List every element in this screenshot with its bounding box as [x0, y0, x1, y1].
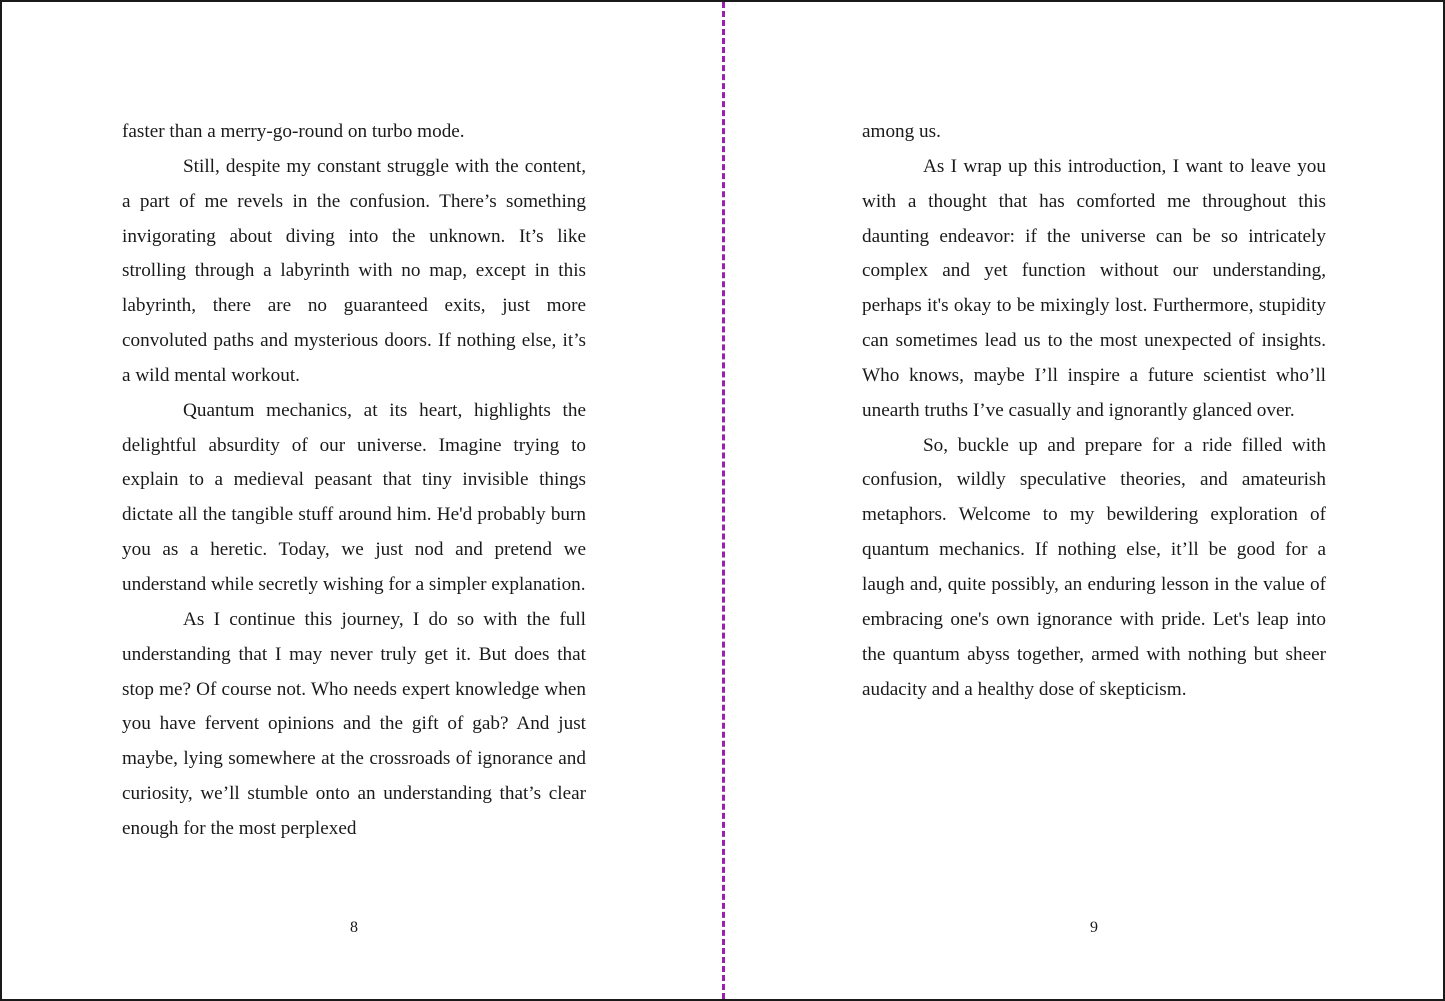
right-page-text: [862, 115, 1326, 707]
paragraph: Still, despite my constant struggle with the content, a part of me revels in the confusion. There’s something invigorating about diving into the unknown. It’s like strolling through a labyrinth with no map, except in this labyrinth, there are no guaranteed exits, just more convoluted paths and mysterious doors. If nothing else, it’s a wild mental workout.: [122, 155, 586, 386]
right-page: [724, 2, 1445, 999]
page-number-right: 9: [1090, 919, 1098, 936]
paragraph: Quantum mechanics, at its heart, highlights the delightful absurdity of our universe. Imagine trying to explain to a medieval peasant that tiny invisible things dictate all the tangible stuff around him. He'd probably burn you as a heretic. Today, we just nod and pretend we understand while secretly wishing for a simpler explanation.: [122, 399, 586, 595]
page-number-left: 8: [350, 919, 358, 936]
paragraph: faster than a merry-go-round on turbo mode.: [122, 121, 465, 142]
paragraph: So, buckle up and prepare for a ride filled with confusion, wildly speculative theories, and amateurish metaphors. Welcome to my bewildering exploration of quantum mechanics. If nothing else, it’ll be good for a laugh and, quite possibly, an enduring lesson in the value of embracing one's own ignorance with pride. Let's leap into the quantum abyss together, armed with nothing but sheer audacity and a healthy dose of skepticism.: [862, 434, 1326, 700]
paragraph: As I wrap up this introduction, I want to leave you with a thought that has comforted me throughout this daunting endeavor: if the universe can be so intricately complex and yet function without our understanding, perhaps it's okay to be mixingly lost. Furthermore, stupidity can sometimes lead us to the most unexpected of insights. Who knows, maybe I’ll inspire a future scientist who’ll unearth truths I’ve casually and ignorantly glanced over.: [862, 155, 1326, 421]
paragraph: among us.: [862, 121, 941, 142]
left-page: [2, 2, 724, 999]
paragraph: As I continue this journey, I do so with the full understanding that I may never truly get it. But does that stop me? Of course not. Who needs expert knowledge when you have fervent opinions and the gift of gab? And just maybe, lying somewhere at the crossroads of ignorance and curiosity, we’ll stumble onto an understanding that’s clear enough for the most perplexed: [122, 608, 586, 839]
left-page-text: [122, 115, 586, 847]
